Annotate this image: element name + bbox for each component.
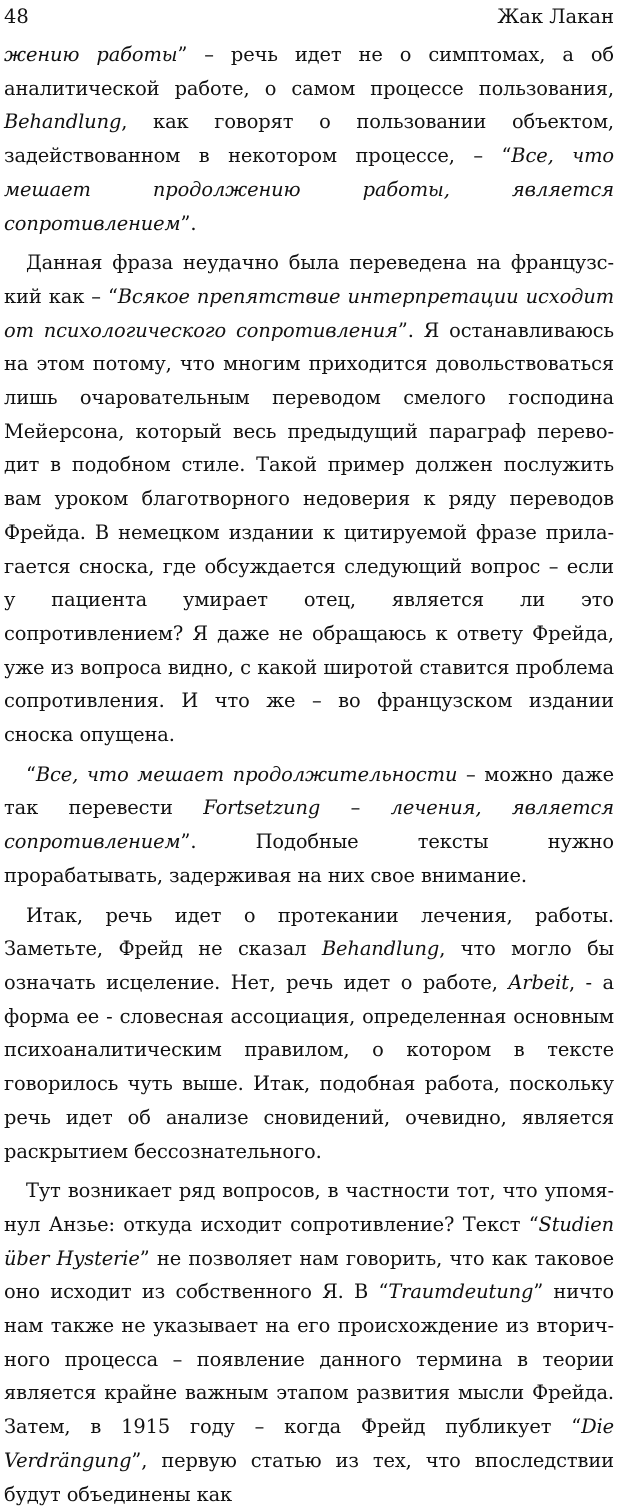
text-run: ”. [180,211,197,235]
text-run: ”. Я останавливаюсь на этом потому, что многим приходится довольствоваться лишь очаровательным переводом смелого господина Мейерсона, который весь предыдущий параграф переводит в подобном стиле. Такой пример должен послужить вам уроком благотворного недоверия к ряду переводов Фрейда. В немецком издании к цитируемой фразе прилагается сноска, где обсуждается следующий вопрос – если у пациента умирает отец, является ли это сопротивлением? Я даже не обращаюсь к ответу Фрейда, уже из вопроса видно, с какой широтой ставится проблема сопротивления. И что же – во французском издании сноска опущена. [4,318,614,747]
italic-run: Arbeit [508,970,569,994]
text-run: Тут возникает ряд вопросов, в частности тот, что упомянул Анзье: откуда исходит сопротивление? Текст “ [4,1179,614,1236]
italic-run: Fortsetzung [203,796,321,820]
italic-run: Все, что мешает продолжению работы, является сопротивлением [4,144,614,235]
text-run: ” не позволяет нам говорить, что как таковое оно исходит из собственного Я. В “ [4,1246,614,1304]
italic-run: Все, что мешает продолжительности [35,762,458,786]
body-text [4,38,614,1511]
italic-run: жению работы [4,43,178,66]
italic-run: Всякое препятствие интерпретации исходит от психологического сопротивления [4,284,615,342]
paragraph [4,246,614,752]
italic-run: Die Verdrängung [4,1415,614,1472]
italic-run: Studien über Hysterie [4,1212,614,1270]
text-run: “ [26,762,36,786]
text-run: ”. Подобные тексты нужно прорабатывать, задерживая на них свое внимание. [4,830,614,887]
italic-run: Behandlung [321,937,440,961]
text-run: ”, первую статью из тех, что впоследствии будут объединены как [4,1448,614,1506]
page-header [4,4,614,38]
text-run: , как говорят о пользовании объектом, задействованном в некотором процессе, – “ [4,110,614,168]
page-number: 48 [4,5,29,28]
italic-run: лечения, является сопротивлением [4,796,614,854]
text-run: Данная фраза неудачно была переведена на французский как – “ [4,251,614,308]
paragraph [4,899,614,1169]
text-run: , что могло бы означать исцеление. Нет, речь идет о работе, [4,937,614,994]
text-run: – [320,796,391,820]
paragraph [4,1174,614,1511]
italic-run: Traumdeutung [388,1280,534,1304]
text-run: – можно даже так перевести [4,762,614,820]
running-title: Жак Лакан [497,5,614,28]
text-run: ” ничто нам также не указывает на его происхождение из вторичного процесса – появление данного термина в теории является крайне важным этапом развития мысли Фрейда. Затем, в 1915 году – когда Фрейд публикует “ [4,1280,614,1439]
paragraph [4,758,614,893]
text-run: ” – речь идет не о симптомах, а об аналитической работе, о самом процессе пользования, [4,43,614,100]
paragraph [4,38,614,240]
text-run: , - а форма ее - словесная ассоциация, определенная основным психоаналитическим правилом, о котором в тексте говорилось чуть выше. Итак, подобная работа, поскольку речь идет об анализе сновидений, очевидно, является раскрытием бессознательного. [4,970,614,1163]
italic-run: Behandlung [4,110,122,134]
text-run: Итак, речь идет о протекании лечения, работы. Заметьте, Фрейд не сказал [4,903,614,961]
